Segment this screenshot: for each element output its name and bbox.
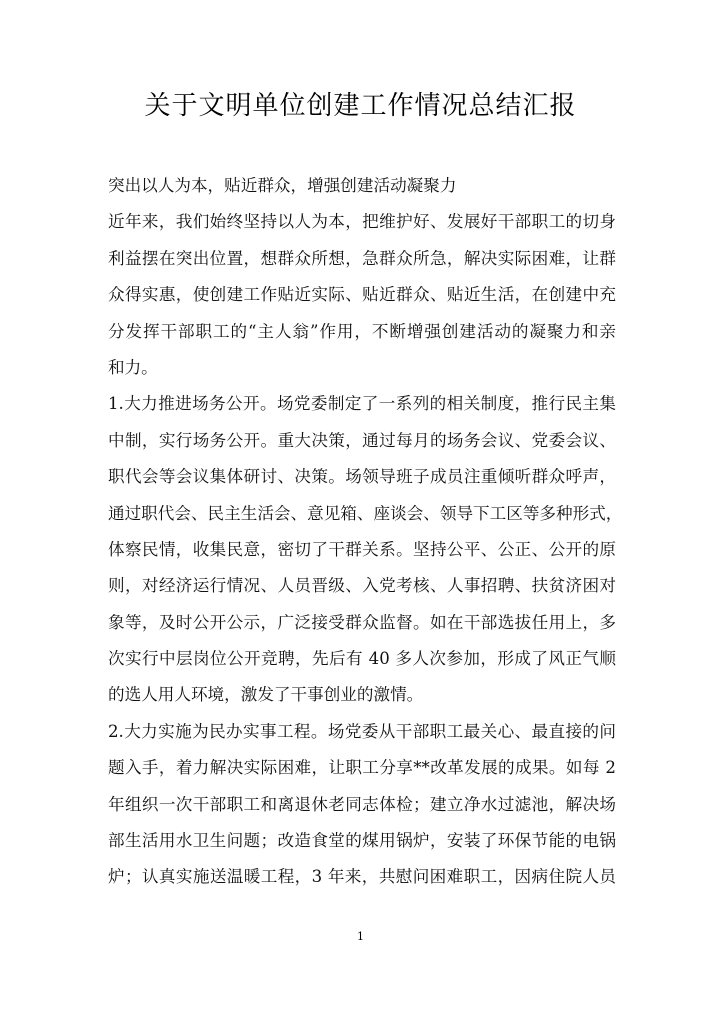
text-line: 和力。 (108, 357, 158, 377)
text-line: 突出以人为本，贴近群众，增强创建活动凝聚力 (108, 176, 457, 195)
text-line: 通过职代会、民主生活会、意见箱、座谈会、领导下工区等多种形式， (108, 503, 623, 523)
text-line: 1.大力推进场务公开。场党委制定了一系列的相关制度，推行民主集 (108, 394, 616, 414)
text-line: 次实行中层岗位公开竞聘，先后有 40 多人次参加，形成了风正气顺 (108, 649, 616, 669)
text-line: 炉；认真实施送温暖工程，3 年来，共慰问困难职工，因病住院人员 (108, 867, 616, 887)
text-line: 2.大力实施为民办实事工程。场党委从干部职工最关心、最直接的问 (108, 721, 616, 741)
page-number: 1 (357, 930, 364, 943)
document-title: 关于文明单位创建工作情况总结汇报 (144, 91, 577, 121)
text-line: 职代会等会议集体研讨、决策。场领导班子成员注重倾听群众呼声， (108, 467, 616, 487)
text-line: 近年来，我们始终坚持以人为本，把维护好、发展好干部职工的切身 (108, 212, 616, 232)
text-line: 体察民情，收集民意，密切了干群关系。坚持公平、公正、公开的原 (108, 539, 616, 559)
text-line: 则，对经济运行情况、人员晋级、入党考核、人事招聘、扶贫济困对 (108, 576, 616, 596)
text-line: 中制，实行场务公开。重大决策，通过每月的场务会议、党委会议、 (108, 430, 616, 450)
document-body (108, 168, 623, 896)
text-line: 象等，及时公开公示，广泛接受群众监督。如在干部选拔任用上，多 (108, 612, 616, 632)
text-line: 利益摆在突出位置，想群众所想，急群众所急，解决实际困难，让群 (108, 248, 616, 268)
text-line: 题入手，着力解决实际困难，让职工分享**改革发展的成果。如每 2 (108, 758, 616, 778)
text-line: 年组织一次干部职工和离退休老同志体检；建立净水过滤池，解决场 (108, 794, 616, 814)
text-line: 分发挥干部职工的“主人翁”作用，不断增强创建活动的凝聚力和亲 (108, 321, 616, 341)
text-line: 众得实惠，使创建工作贴近实际、贴近群众、贴近生活，在创建中充 (108, 285, 616, 305)
text-line: 的选人用人环境，激发了干事创业的激情。 (108, 685, 424, 705)
text-line: 部生活用水卫生问题；改造食堂的煤用锅炉，安装了环保节能的电锅 (108, 831, 616, 851)
